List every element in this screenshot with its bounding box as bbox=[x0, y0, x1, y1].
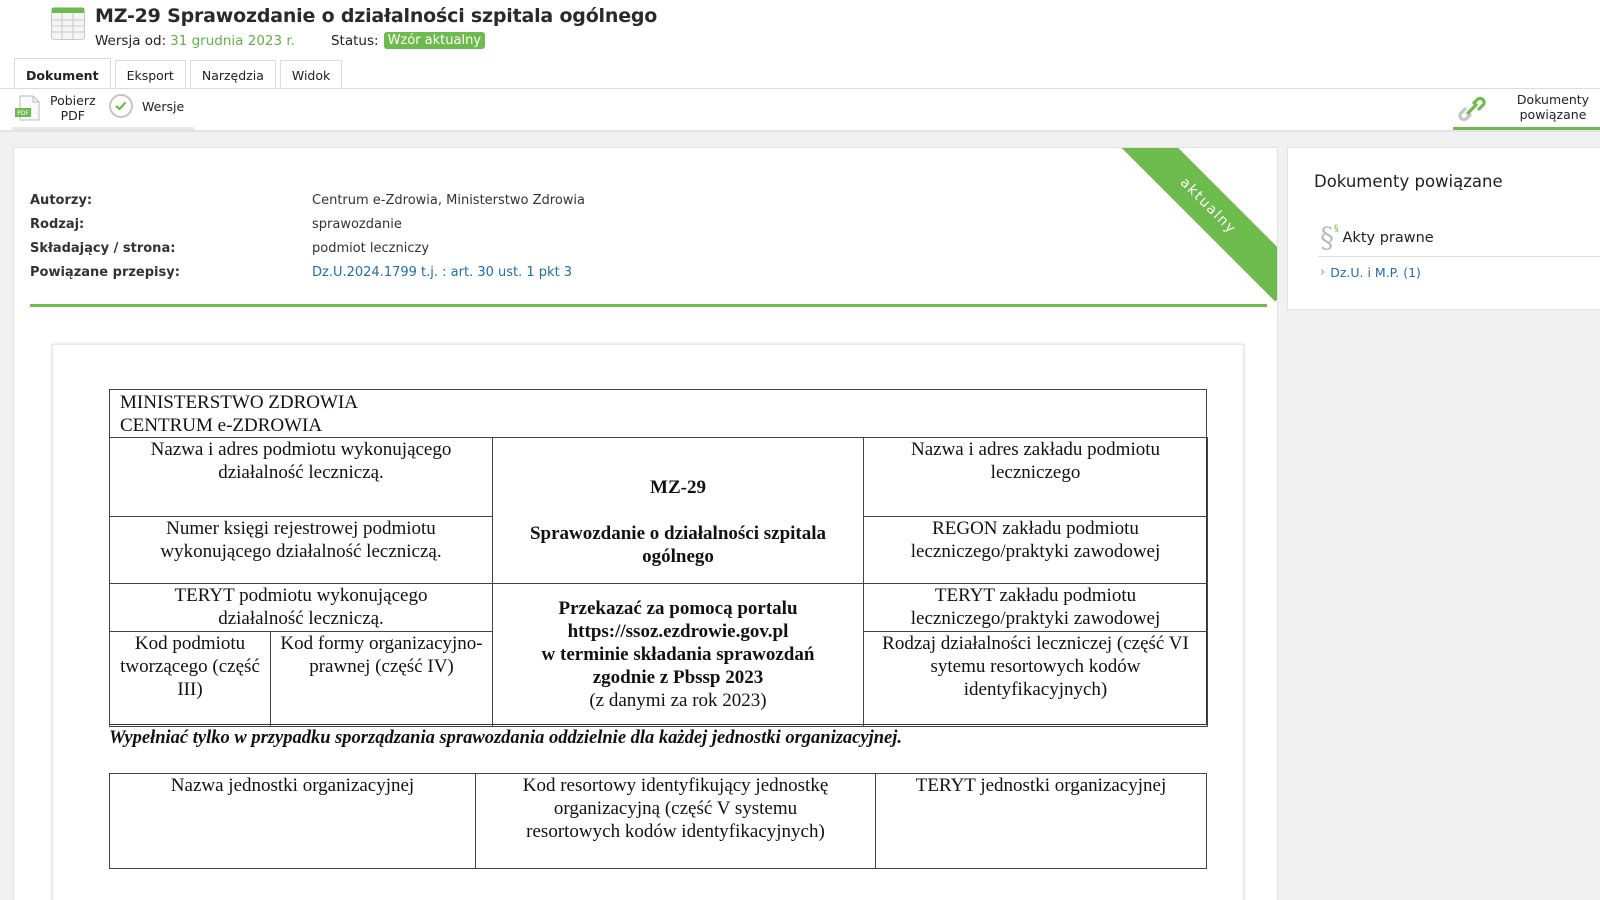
meta-row-authors bbox=[30, 188, 585, 212]
meta-key: Rodzaj: bbox=[30, 216, 85, 232]
version-label: Wersja od: bbox=[95, 32, 167, 49]
version-status-line bbox=[95, 32, 485, 49]
document-card bbox=[13, 147, 1278, 900]
paragraph-superscript-icon: § bbox=[1334, 224, 1339, 234]
related-link-dzu-mp[interactable] bbox=[1320, 265, 1421, 280]
form-page-preview bbox=[52, 344, 1244, 900]
pdf-file-icon bbox=[14, 94, 42, 122]
toolbar-group-underline bbox=[12, 127, 194, 130]
ministry-header-cell bbox=[109, 389, 1207, 438]
legal-acts-section bbox=[1320, 221, 1434, 254]
meta-row-submitter bbox=[30, 236, 585, 260]
submission-line-4: zgodnie z Pbssp 2023 bbox=[592, 667, 764, 688]
spreadsheet-icon bbox=[51, 7, 85, 40]
download-pdf-button[interactable] bbox=[14, 93, 96, 123]
submission-line-3: w terminie składania sprawozdań bbox=[541, 644, 815, 665]
download-pdf-label-line2: PDF bbox=[60, 108, 85, 123]
metadata-divider bbox=[30, 304, 1267, 307]
meta-row-regulations bbox=[30, 260, 585, 284]
org-unit-table bbox=[109, 773, 1207, 869]
facility-name-address-cell: Nazwa i adres zakładu podmiotu leczniczego bbox=[863, 437, 1208, 517]
form-name: Sprawozdanie o działalności szpitala ogólnego bbox=[529, 523, 827, 567]
meta-value: sprawozdanie bbox=[312, 216, 402, 232]
check-circle-icon bbox=[108, 93, 134, 119]
submission-line-1: Przekazać za pomocą portalu bbox=[558, 598, 798, 619]
form-header-table bbox=[109, 389, 1207, 725]
form-code: MZ-29 bbox=[650, 477, 706, 498]
facility-teryt-cell: TERYT zakładu podmiotu leczniczego/praktyki zawodowej bbox=[863, 583, 1208, 632]
tab-bar bbox=[14, 57, 346, 90]
metadata-list bbox=[30, 188, 585, 284]
submission-portal-url: https://ssoz.ezdrowie.gov.pl bbox=[567, 621, 789, 642]
founder-code-cell: Kod podmiotu tworzącego (część III) bbox=[109, 631, 271, 727]
submission-line-5: (z danymi za rok 2023) bbox=[589, 690, 767, 711]
org-unit-code-cell: Kod resortowy identyfikujący jednostkę organizacyjną (część V systemu resortowych kodów identyfikacyjnych) bbox=[475, 773, 876, 869]
related-documents-label bbox=[1513, 92, 1593, 122]
tab-narzedzia[interactable]: Narzędzia bbox=[190, 60, 276, 90]
pdf-icon-text: PDF bbox=[17, 110, 29, 117]
version-date: 31 grudnia 2023 r. bbox=[170, 32, 295, 49]
toolbar bbox=[0, 89, 1600, 132]
legal-form-code-cell: Kod formy organizacyjno-prawnej (część IV) bbox=[270, 631, 493, 727]
facility-regon-cell: REGON zakładu podmiotu leczniczego/praktyki zawodowej bbox=[863, 516, 1208, 584]
page-title: MZ-29 Sprawozdanie o działalności szpitala ogólnego bbox=[95, 5, 658, 27]
meta-value: podmiot leczniczy bbox=[312, 240, 430, 256]
meta-key: Powiązane przepisy: bbox=[30, 264, 180, 280]
chevron-right-icon: › bbox=[1320, 265, 1326, 280]
status-badge: Wzór aktualny bbox=[384, 32, 485, 49]
link-chain-icon bbox=[1458, 95, 1486, 123]
status-label: Status: bbox=[330, 32, 379, 49]
meta-row-type bbox=[30, 212, 585, 236]
meta-key: Autorzy: bbox=[30, 192, 93, 208]
register-number-cell: Numer księgi rejestrowej podmiotu wykonującego działalność leczniczą. bbox=[109, 516, 493, 584]
related-label-line1: Dokumenty bbox=[1516, 92, 1590, 107]
versions-label: Wersje bbox=[142, 98, 185, 114]
activity-type-cell: Rodzaj działalności leczniczej (część VI sytemu resortowych kodów identyfikacyjnych) bbox=[863, 631, 1208, 727]
entity-name-address-cell: Nazwa i adres podmiotu wykonującego działalność leczniczą. bbox=[109, 437, 493, 517]
download-pdf-label-line1: Pobierz bbox=[50, 93, 96, 108]
fill-instruction-note: Wypełniać tylko w przypadku sporządzania sprawozdania oddzielnie dla każdej jednostki organizacyjnej. bbox=[109, 728, 902, 748]
entity-teryt-cell: TERYT podmiotu wykonującego działalność leczniczą. bbox=[109, 583, 493, 632]
meta-key: Składający / strona: bbox=[30, 240, 176, 256]
form-title-cell bbox=[492, 437, 864, 584]
download-pdf-label bbox=[50, 93, 96, 123]
ministry-name: MINISTERSTWO ZDROWIA bbox=[120, 392, 359, 413]
related-label-line2: powiązane bbox=[1519, 107, 1587, 122]
regulation-link[interactable]: Dz.U.2024.1799 t.j. : art. 30 ust. 1 pkt 3 bbox=[312, 264, 573, 280]
tab-eksport[interactable]: Eksport bbox=[115, 60, 186, 90]
document-header bbox=[0, 0, 1600, 88]
legal-acts-label: Akty prawne bbox=[1342, 230, 1434, 246]
panel-title: Dokumenty powiązane bbox=[1314, 172, 1503, 191]
panel-divider bbox=[1318, 256, 1600, 257]
org-unit-teryt-cell: TERYT jednostki organizacyjnej bbox=[875, 773, 1207, 869]
tab-widok[interactable]: Widok bbox=[280, 60, 342, 90]
submission-info-cell bbox=[492, 583, 864, 727]
related-documents-panel bbox=[1287, 147, 1600, 310]
status-ribbon: aktualny bbox=[1113, 147, 1278, 301]
center-name: CENTRUM e-ZDROWIA bbox=[120, 415, 323, 436]
org-unit-name-cell: Nazwa jednostki organizacyjnej bbox=[109, 773, 476, 869]
related-documents-button[interactable] bbox=[1453, 89, 1600, 130]
paragraph-icon: § bbox=[1320, 221, 1334, 254]
related-link-label: Dz.U. i M.P. (1) bbox=[1330, 265, 1421, 280]
meta-value: Centrum e-Zdrowia, Ministerstwo Zdrowia bbox=[312, 192, 585, 208]
versions-button[interactable] bbox=[108, 93, 184, 119]
tab-dokument[interactable]: Dokument bbox=[14, 58, 111, 91]
